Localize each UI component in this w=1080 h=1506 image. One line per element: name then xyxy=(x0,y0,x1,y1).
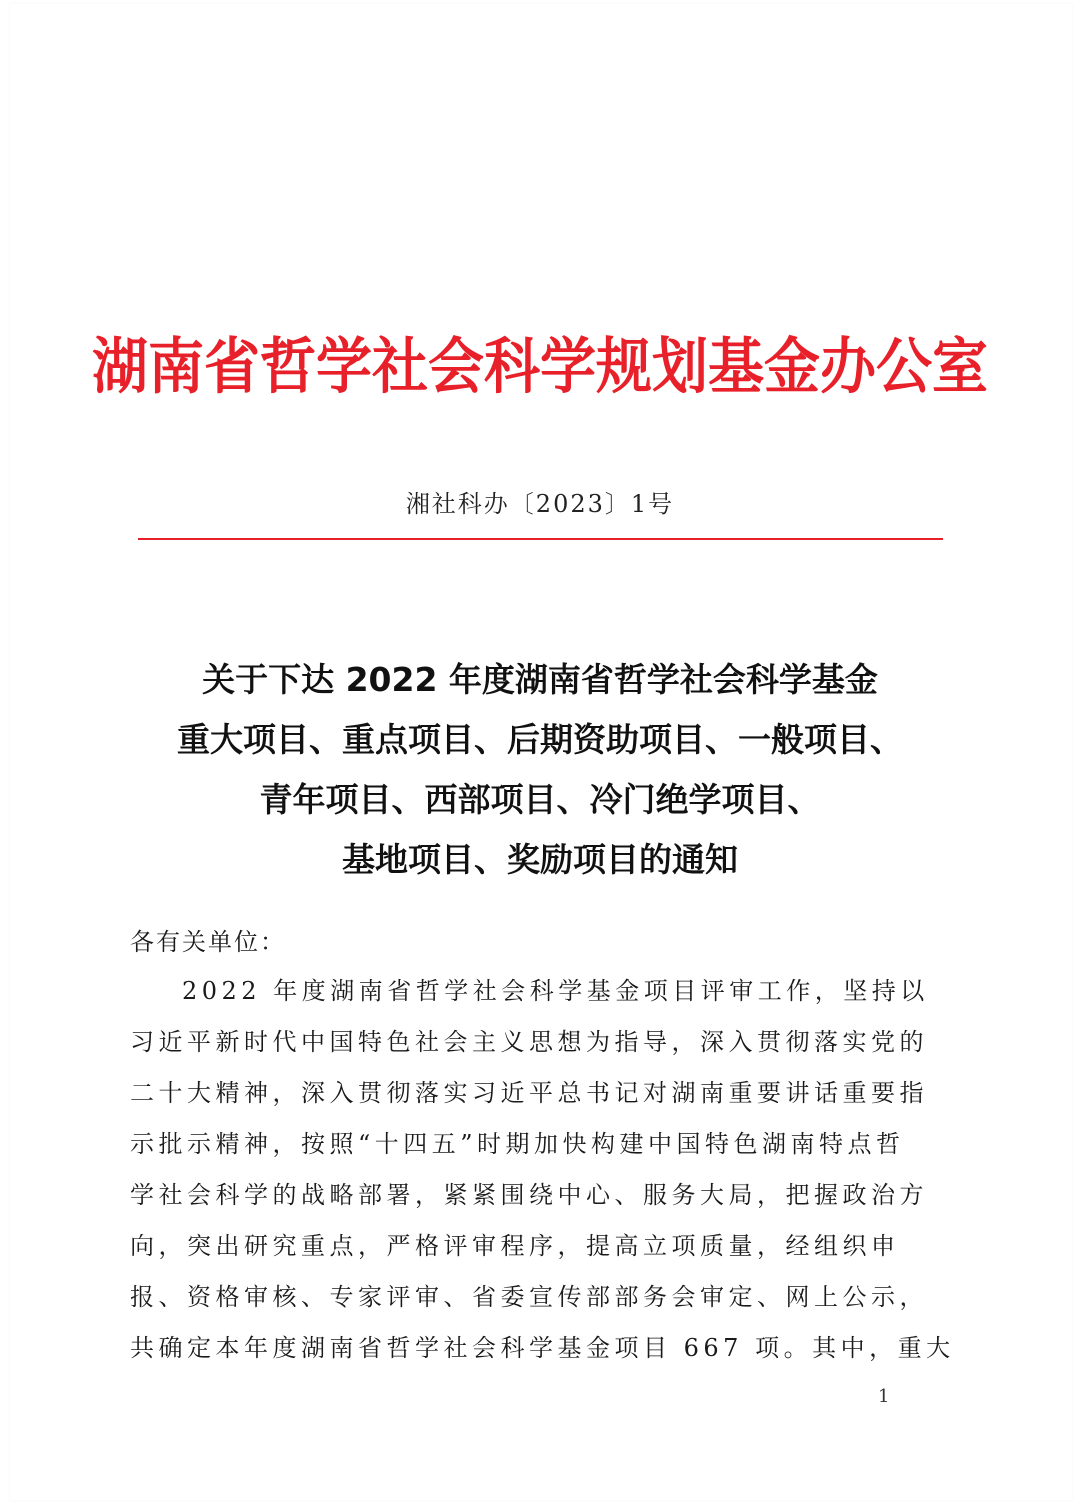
notice-title-line: 青年项目、西部项目、冷门绝学项目、 xyxy=(259,780,821,819)
body-line: 习近平新时代中国特色社会主义思想为指导，深入贯彻落实党的 xyxy=(130,1028,928,1056)
notice-title-line: 重大项目、重点项目、后期资助项目、一般项目、 xyxy=(177,720,903,759)
body-line: 学社会科学的战略部署，紧紧围绕中心、服务大局，把握政治方 xyxy=(130,1181,928,1209)
page-number: 1 xyxy=(878,1386,890,1407)
body-line: 2022 年度湖南省哲学社会科学基金项目评审工作，坚持以 xyxy=(182,977,929,1005)
notice-title-line: 基地项目、奖励项目的通知 xyxy=(342,840,738,879)
body-line: 报、资格审核、专家评审、省委宣传部部务会审定、网上公示， xyxy=(130,1283,928,1311)
body-line: 示批示精神，按照“十四五”时期加快构建中国特色湖南特点哲 xyxy=(130,1130,905,1158)
issuing-organization-header: 湖南省哲学社会科学规划基金办公室 xyxy=(92,331,988,402)
notice-title xyxy=(0,650,1080,890)
body-line: 向，突出研究重点，严格评审程序，提高立项质量，经组织申 xyxy=(130,1232,900,1260)
body-line: 共确定本年度湖南省哲学社会科学基金项目 667 项。其中，重大 xyxy=(130,1334,955,1362)
salutation: 各有关单位： xyxy=(130,928,286,956)
red-divider-line xyxy=(138,538,943,540)
document-number: 湘社科办〔2023〕1号 xyxy=(405,490,675,518)
notice-title-line: 关于下达 2022 年度湖南省哲学社会科学基金 xyxy=(202,660,878,699)
body-line: 二十大精神，深入贯彻落实习近平总书记对湖南重要讲话重要指 xyxy=(130,1079,928,1107)
body-paragraph xyxy=(130,966,955,1374)
